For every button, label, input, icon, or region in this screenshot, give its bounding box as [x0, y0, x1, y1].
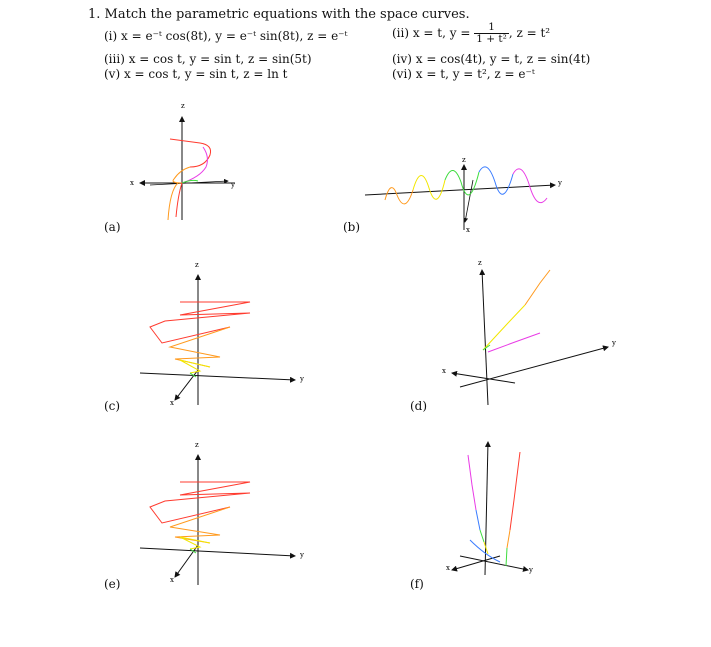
y-axis: [365, 185, 555, 195]
y-axis-label: y: [612, 339, 616, 347]
x-axis-label: x: [130, 179, 134, 187]
equation-ii: [392, 22, 550, 45]
equation-iii: (iii) x = cos t, y = sin t, z = sin(5t): [104, 52, 312, 66]
problem-title: 1. Match the parametric equations with the space curves.: [88, 7, 470, 22]
z-axis-label: z: [195, 261, 199, 269]
wave-green: [445, 170, 479, 194]
curve-red: [170, 139, 211, 167]
curve-blue: [476, 510, 480, 530]
wave-blue: [479, 167, 513, 194]
curve-yellow: [180, 360, 210, 373]
curve-orange: [525, 270, 550, 305]
plot-label-b: (b): [343, 220, 361, 234]
y-axis: [460, 347, 608, 387]
plot-label-a: (a): [104, 220, 121, 234]
curve-magenta: [182, 147, 207, 183]
x-axis: [465, 180, 473, 222]
curve-lower-red: [176, 183, 182, 217]
y-axis-label: y: [231, 181, 235, 189]
curve-yellow: [180, 537, 210, 549]
curve-yellow: [483, 305, 525, 350]
equation-ii-prefix: (ii) x = t, y =: [392, 26, 471, 40]
y-axis: [140, 373, 295, 380]
plot-a: [110, 95, 270, 230]
curve-orange: [170, 507, 230, 543]
equation-v: (v) x = cos t, y = sin t, z = ln t: [104, 67, 288, 81]
equation-ii-fraction: [474, 22, 509, 45]
wave-orange: [385, 188, 413, 204]
y-axis-label: y: [529, 566, 533, 574]
x-axis-label: x: [442, 367, 446, 375]
y-axis-label: y: [558, 179, 562, 187]
curve-orange: [507, 530, 510, 548]
x-axis-label: x: [170, 576, 174, 584]
curve-red: [510, 452, 520, 530]
equation-i: (i) x = e⁻ᵗ cos(8t), y = e⁻ᵗ sin(8t), z = e⁻ᵗ: [104, 29, 348, 43]
plot-f: [440, 430, 550, 580]
z-axis-label: z: [462, 156, 466, 164]
plot-label-f: (f): [410, 577, 424, 591]
equation-iv: (iv) x = cos(4t), y = t, z = sin(4t): [392, 52, 591, 66]
z-axis: [482, 270, 488, 405]
curve-green: [480, 530, 484, 542]
y-axis: [140, 548, 295, 556]
curve-green-right: [506, 548, 507, 566]
equation-ii-numerator: 1: [474, 22, 509, 34]
y-axis-label: y: [300, 375, 304, 383]
x-axis-label: x: [466, 226, 470, 234]
equation-ii-suffix: , z = t²: [508, 26, 551, 40]
wave-yellow: [413, 175, 445, 199]
curve-orange: [170, 327, 230, 367]
z-axis-label: z: [478, 259, 482, 267]
z-axis-label: z: [181, 102, 185, 110]
equation-vi: (vi) x = t, y = t², z = e⁻ᵗ: [392, 67, 535, 81]
plot-label-e: (e): [104, 577, 121, 591]
plot-label-c: (c): [104, 399, 121, 413]
x-axis-label: x: [446, 564, 450, 572]
y-axis-label: y: [300, 551, 304, 559]
plot-d: [430, 255, 630, 410]
plot-e: [140, 435, 315, 590]
curve-magenta: [468, 455, 476, 510]
x-axis-label: x: [170, 399, 174, 407]
plot-c: [140, 255, 315, 410]
plot-label-d: (d): [410, 399, 428, 413]
z-axis-label: z: [195, 441, 199, 449]
equation-ii-denominator: 1 + t²: [476, 33, 507, 45]
plot-b: [355, 150, 585, 235]
